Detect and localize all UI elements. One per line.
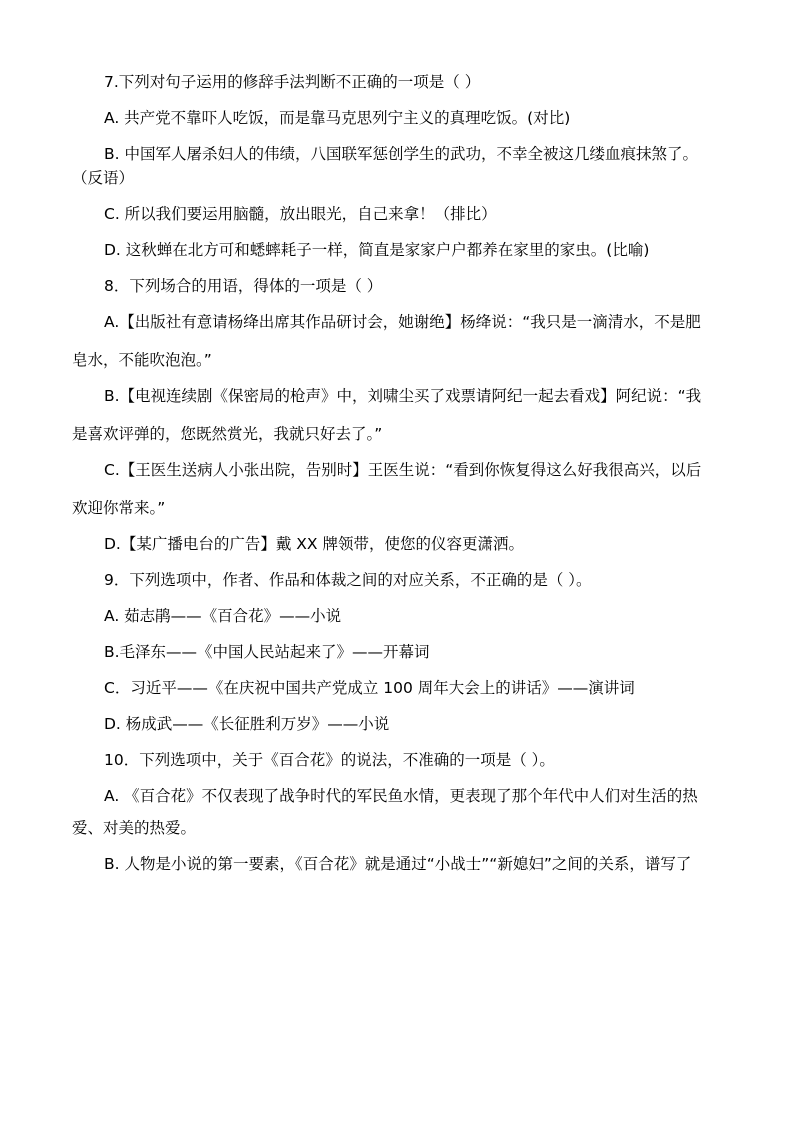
option-d xyxy=(72,240,724,260)
option-d xyxy=(72,534,724,554)
option-b xyxy=(72,386,724,444)
option-text: B. 人物是小说的第一要素，《百合花》就是通过“小战士”“新媳妇”之间的关系，谱写了 xyxy=(104,855,692,873)
question-10 xyxy=(72,750,724,770)
option-c xyxy=(72,678,724,698)
option-a xyxy=(72,786,724,838)
option-text-continued: 是喜欢评弹的，您既然赏光，我就只好去了。” xyxy=(72,425,383,443)
option-text: B.毛泽东——《中国人民站起来了》——开幕词 xyxy=(104,643,430,661)
option-a xyxy=(72,606,724,626)
document-page xyxy=(72,72,724,890)
question-stem: 7.下列对句子运用的修辞手法判断不正确的一项是（ ） xyxy=(104,73,481,91)
option-text: D. 这秋蝉在北方可和蟋蟀耗子一样，简直是家家户户都养在家里的家虫。(比喻) xyxy=(104,241,650,259)
option-b xyxy=(72,144,724,188)
option-text-continued: （反语） xyxy=(72,169,135,187)
option-text: C. 所以我们要运用脑髓，放出眼光，自己来拿！（排比） xyxy=(104,205,497,223)
question-stem: 8．下列场合的用语，得体的一项是（ ） xyxy=(104,277,383,295)
option-text-continued: 爱、对美的热爱。 xyxy=(72,819,197,837)
question-9 xyxy=(72,570,724,590)
option-b xyxy=(72,854,724,874)
option-a xyxy=(72,312,724,370)
option-text: A. 茹志鹃——《百合花》——小说 xyxy=(104,607,342,625)
option-text: B.【电视连续剧《保密局的枪声》中，刘啸尘买了戏票请阿纪一起去看戏】阿纪说：“我 xyxy=(104,387,702,405)
option-c xyxy=(72,204,724,224)
option-b xyxy=(72,642,724,662)
option-a xyxy=(72,108,724,128)
question-7 xyxy=(72,72,724,92)
question-stem: 10．下列选项中，关于《百合花》的说法，不准确的一项是（ ）。 xyxy=(104,751,555,769)
option-text: B. 中国军人屠杀妇人的伟绩，八国联军惩创学生的武功，不幸全被这几缕血痕抹煞了。 xyxy=(104,145,698,163)
option-text-continued: 欢迎你常来。” xyxy=(72,499,166,517)
option-text: D. 杨成武——《长征胜利万岁》——小说 xyxy=(104,715,390,733)
option-text: C.【王医生送病人小张出院，告别时】王医生说：“看到你恢复得这么好我很高兴，以后 xyxy=(104,461,702,479)
option-c xyxy=(72,460,724,518)
option-text: C．习近平——《在庆祝中国共产党成立 100 周年大会上的讲话》——演讲词 xyxy=(104,679,635,697)
option-text: A. 《百合花》不仅表现了战争时代的军民鱼水情，更表现了那个年代中人们对生活的热 xyxy=(104,787,698,805)
option-text: A.【出版社有意请杨绛出席其作品研讨会，她谢绝】杨绛说：“我只是一滴清水，不是肥 xyxy=(104,313,701,331)
question-stem: 9．下列选项中，作者、作品和体裁之间的对应关系，不正确的是（ ）。 xyxy=(104,571,592,589)
question-8 xyxy=(72,276,724,296)
option-text: A. 共产党不靠吓人吃饭，而是靠马克思列宁主义的真理吃饭。(对比) xyxy=(104,109,571,127)
option-text-continued: 皂水，不能吹泡泡。” xyxy=(72,351,212,369)
option-d xyxy=(72,714,724,734)
option-text: D.【某广播电台的广告】戴 XX 牌领带，使您的仪容更潇洒。 xyxy=(104,535,524,553)
